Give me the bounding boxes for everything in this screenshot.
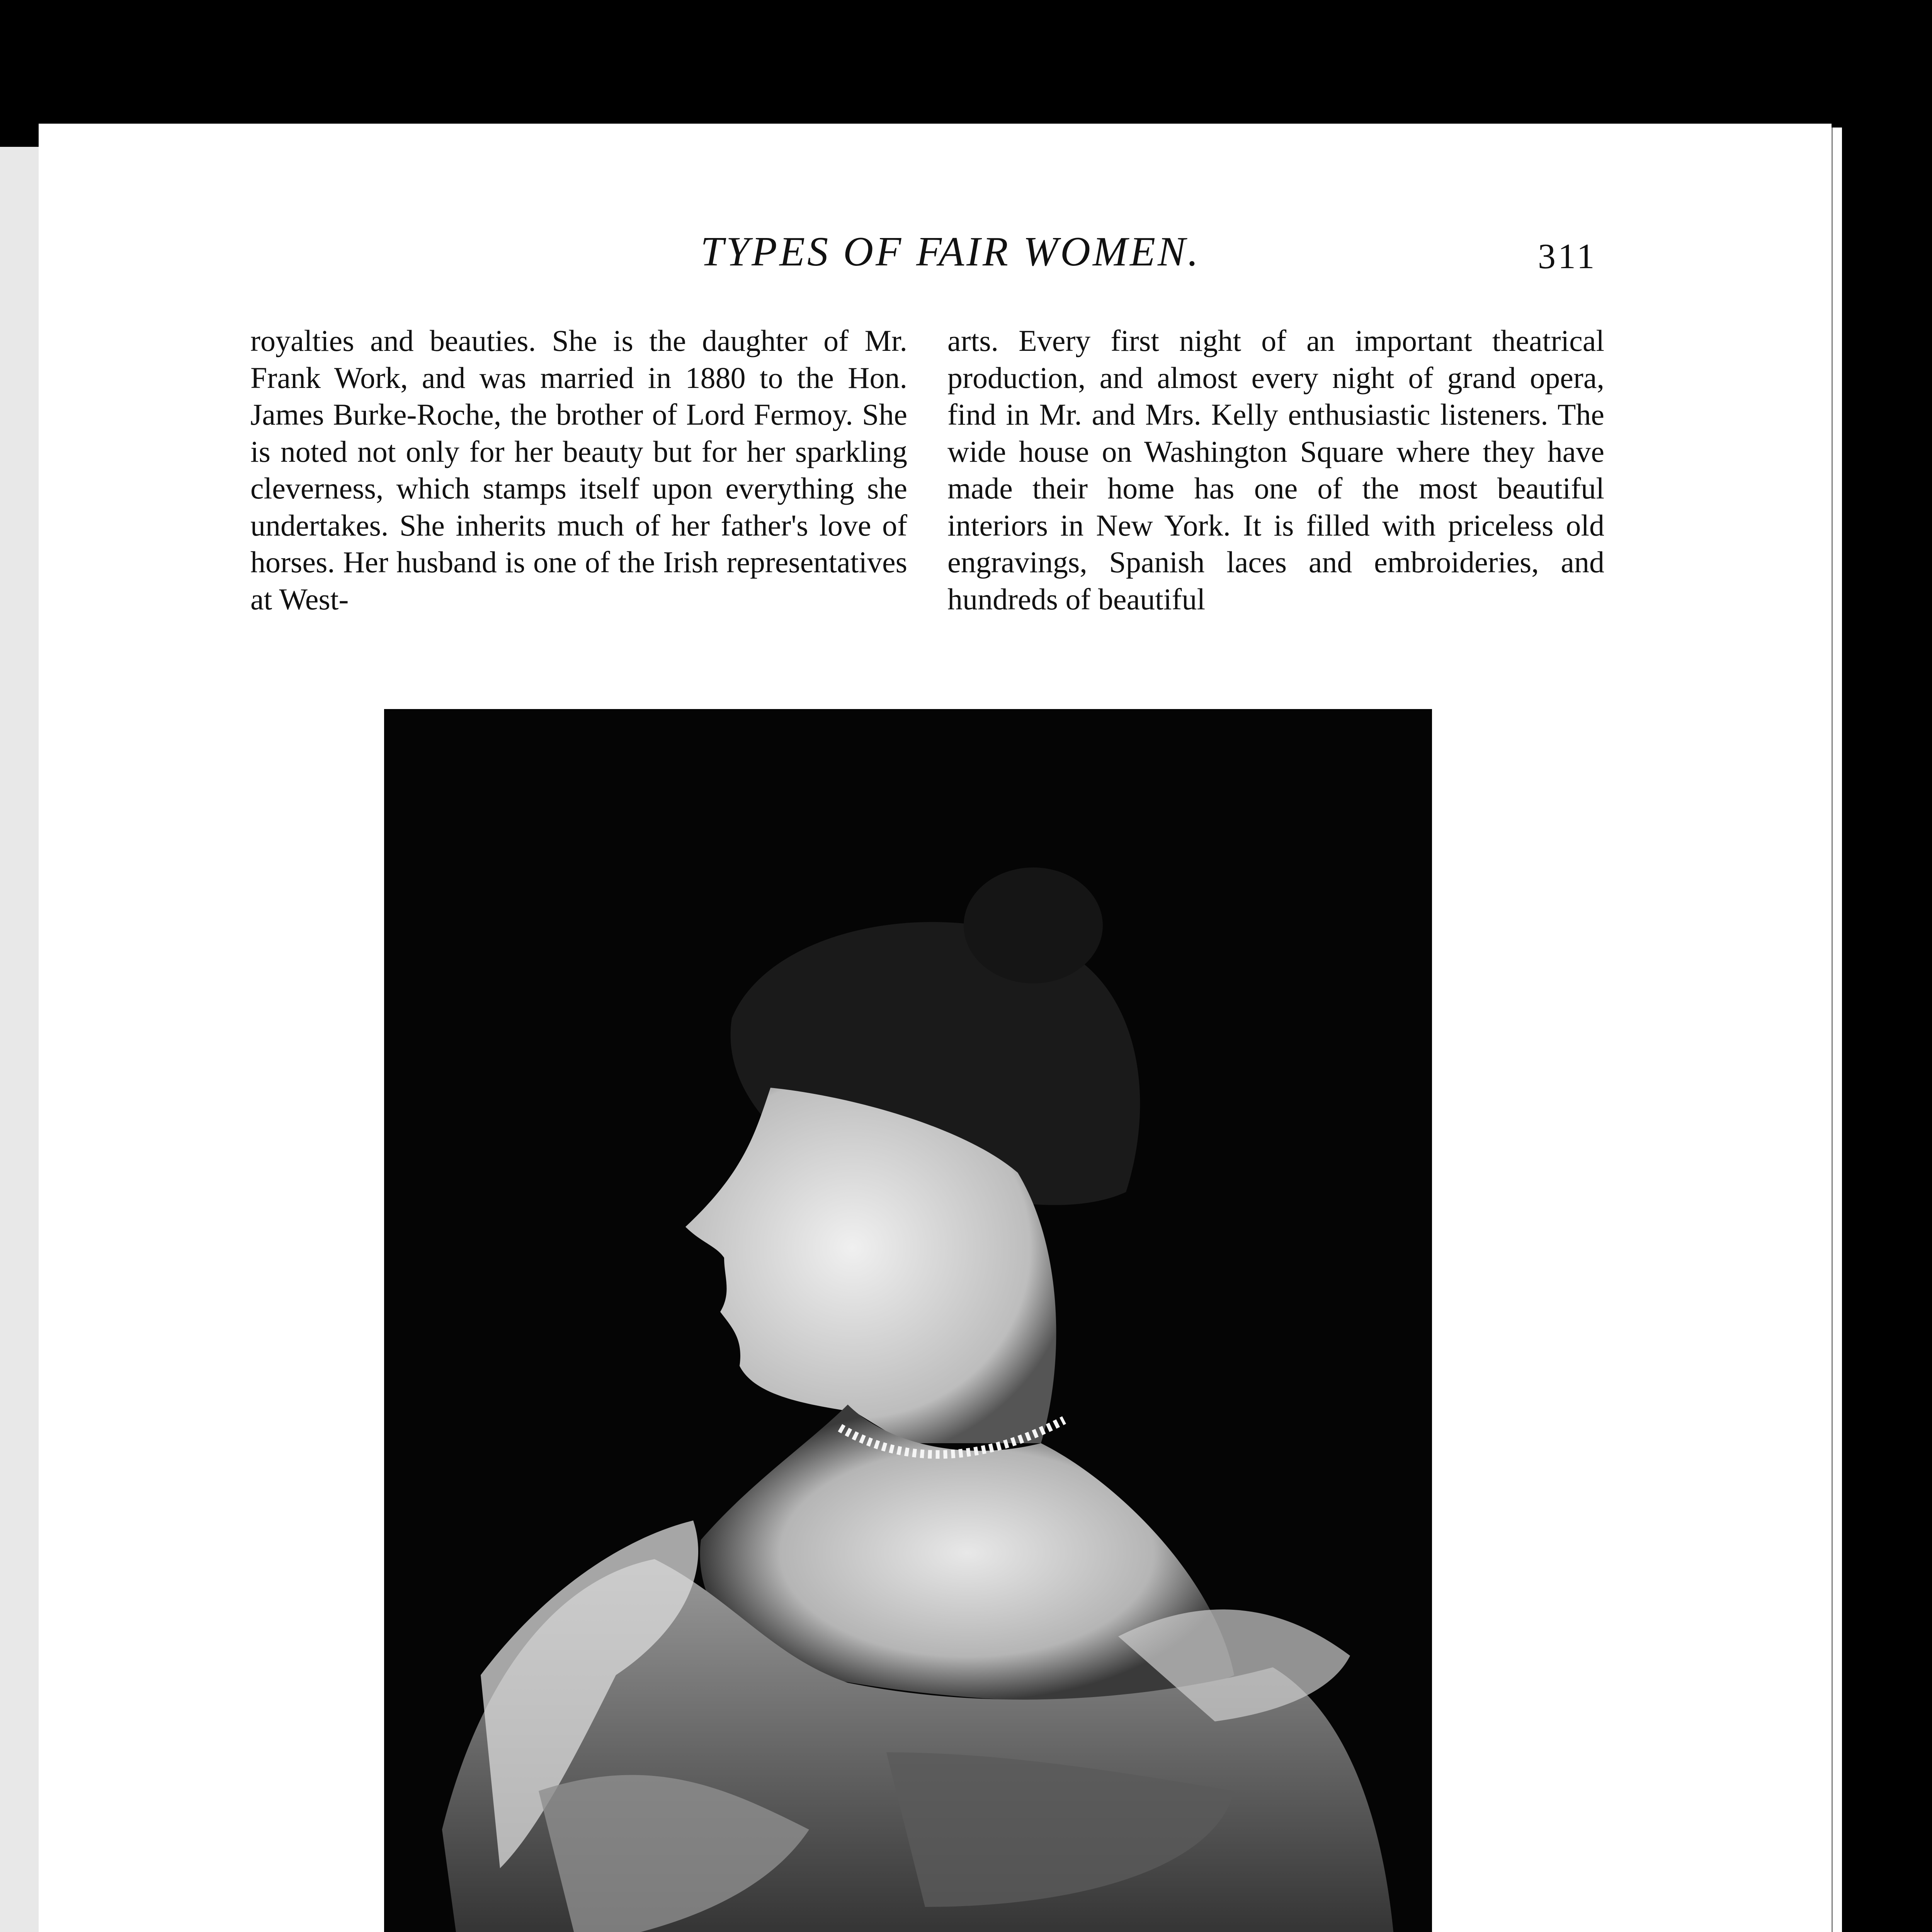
- adjacent-page-edge: [0, 147, 39, 1932]
- page-binding-edge: [1832, 128, 1842, 1932]
- paragraph: arts. Every first night of an important theatrical production, and almost every night of grand opera, find in Mr. and Mrs. Kelly enthusiastic listeners. The wide house on Washington Square where they have made their home has one of the most beautiful interiors in New York. It is filled with priceless old engravings, Spanish laces and embroideries, and hundreds of beautiful: [947, 324, 1604, 616]
- scanned-page: [39, 124, 1832, 1932]
- running-head: TYPES OF FAIR WOMEN.: [701, 229, 1201, 275]
- text-column-top-right: [947, 322, 1604, 617]
- page-number: 311: [1538, 236, 1597, 276]
- paragraph: royalties and beauties. She is the daughter of Mr. Frank Work, and was married in 1880 to the Hon. James Burke-Roche, the brother of Lord Fermoy. She is noted not only for her beauty but for her sparkling cleverness, which stamps itself upon everything she undertakes. She inherits much of her father's love of horses. Her husband is one of the Irish representatives at West-: [250, 324, 907, 616]
- text-column-top-left: [250, 322, 907, 617]
- portrait-image: [384, 709, 1432, 1932]
- portrait-photograph: [384, 709, 1432, 1932]
